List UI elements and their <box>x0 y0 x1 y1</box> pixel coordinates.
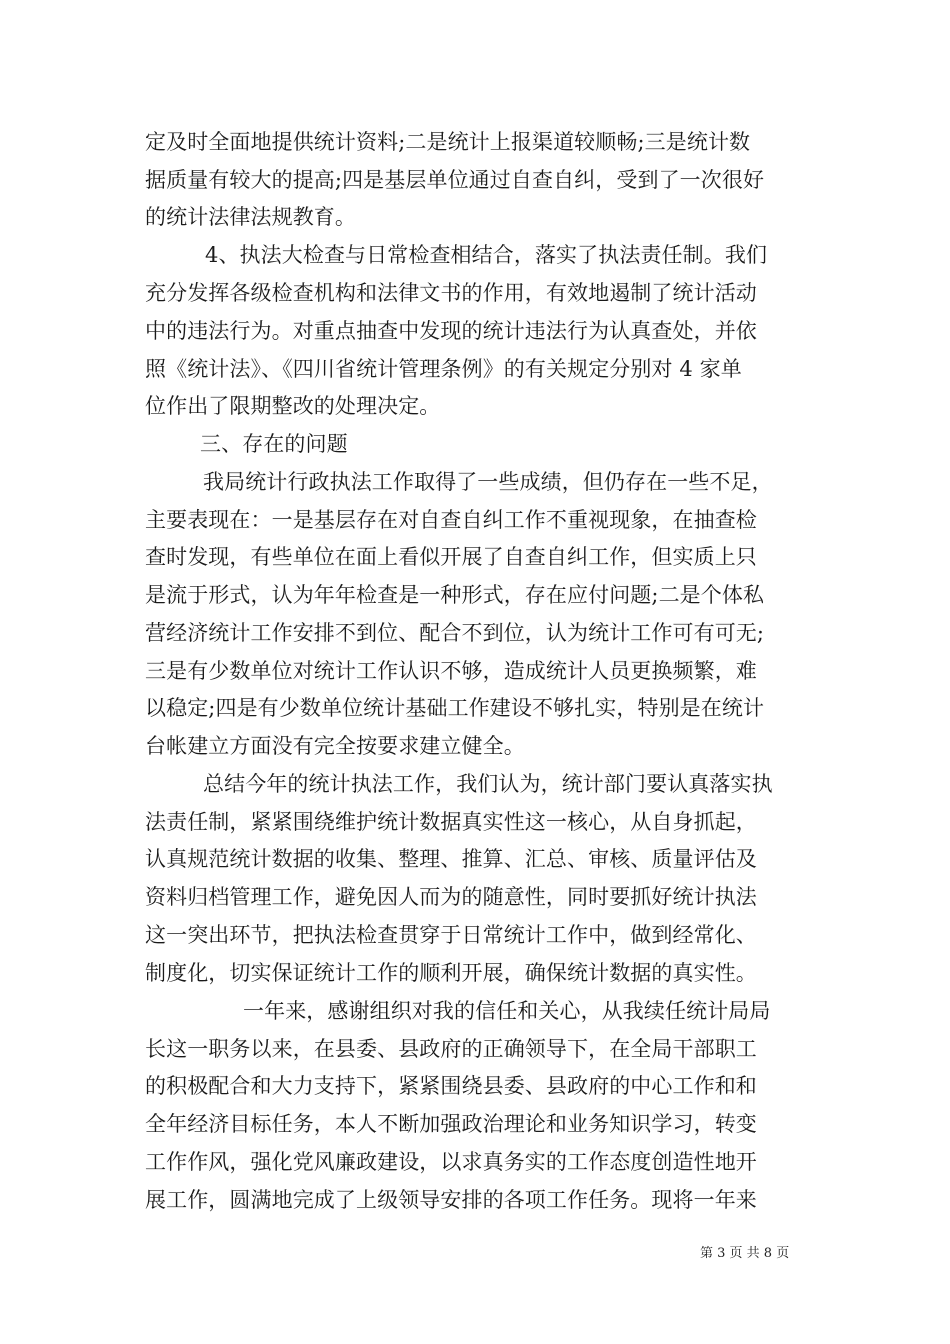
text-line: 中的违法行为。对重点抽查中发现的统计违法行为认真查处，并依 <box>145 319 757 343</box>
text-line: 是流于形式，认为年年检查是一种形式，存在应付问题;二是个体私 <box>145 583 765 607</box>
text-line: 全年经济目标任务，本人不断加强政治理论和业务知识学习，转变 <box>145 1112 757 1136</box>
page-number-footer: 第 3 页 共 8 页 <box>700 1246 790 1261</box>
text-line: 工作作风，强化党风廉政建设，以求真务实的工作态度创造性地开 <box>145 1150 757 1174</box>
text-line: 我局统计行政执法工作取得了一些成绩，但仍存在一些不足， <box>203 470 773 494</box>
text-line: 查时发现，有些单位在面上看似开展了自查自纠工作，但实质上只 <box>145 545 757 569</box>
text-line: 照《统计法》、《四川省统计管理条例》的有关规定分别对 4 家单 <box>145 357 742 381</box>
text-line: 定及时全面地提供统计资料;二是统计上报渠道较顺畅;三是统计数 <box>145 130 751 154</box>
text-line: 展工作，圆满地完成了上级领导安排的各项工作任务。现将一年来 <box>145 1188 757 1212</box>
text-line: 这一突出环节，把执法检查贯穿于日常统计工作中，做到经常化、 <box>145 923 757 947</box>
text-line: 认真规范统计数据的收集、整理、推算、汇总、审核、质量评估及 <box>145 847 757 871</box>
text-line: 主要表现在：一是基层存在对自查自纠工作不重视现象，在抽查检 <box>145 508 757 532</box>
text-line: 制度化，切实保证统计工作的顺利开展，确保统计数据的真实性。 <box>145 961 757 985</box>
text-line: 一年来，感谢组织对我的信任和关心，从我续任统计局局 <box>243 999 771 1023</box>
text-line: 资料归档管理工作，避免因人而为的随意性，同时要抓好统计执法 <box>145 885 757 909</box>
text-line: 三是有少数单位对统计工作认识不够，造成统计人员更换频繁，难 <box>145 659 757 683</box>
text-line: 总结今年的统计执法工作，我们认为，统计部门要认真落实执 <box>203 772 773 796</box>
text-line: 4、执法大检查与日常检查相结合，落实了执法责任制。我们 <box>205 243 768 267</box>
text-line: 法责任制，紧紧围绕维护统计数据真实性这一核心，从自身抓起， <box>145 810 757 834</box>
text-line: 的统计法律法规教育。 <box>145 205 356 229</box>
text-line: 据质量有较大的提高;四是基层单位通过自查自纠，受到了一次很好 <box>145 168 765 192</box>
text-line: 营经济统计工作安排不到位、配合不到位，认为统计工作可有可无; <box>145 621 765 645</box>
text-line: 长这一职务以来，在县委、县政府的正确领导下，在全局干部职工 <box>145 1037 757 1061</box>
text-line: 充分发挥各级检查机构和法律文书的作用，有效地遏制了统计活动 <box>145 281 757 305</box>
text-line: 台帐建立方面没有完全按要求建立健全。 <box>145 734 525 758</box>
text-line: 位作出了限期整改的处理决定。 <box>145 394 441 418</box>
section-heading: 三、存在的问题 <box>200 432 348 456</box>
text-line: 的积极配合和大力支持下，紧紧围绕县委、县政府的中心工作和和 <box>145 1074 757 1098</box>
text-line: 以稳定;四是有少数单位统计基础工作建设不够扎实，特别是在统计 <box>145 696 765 720</box>
